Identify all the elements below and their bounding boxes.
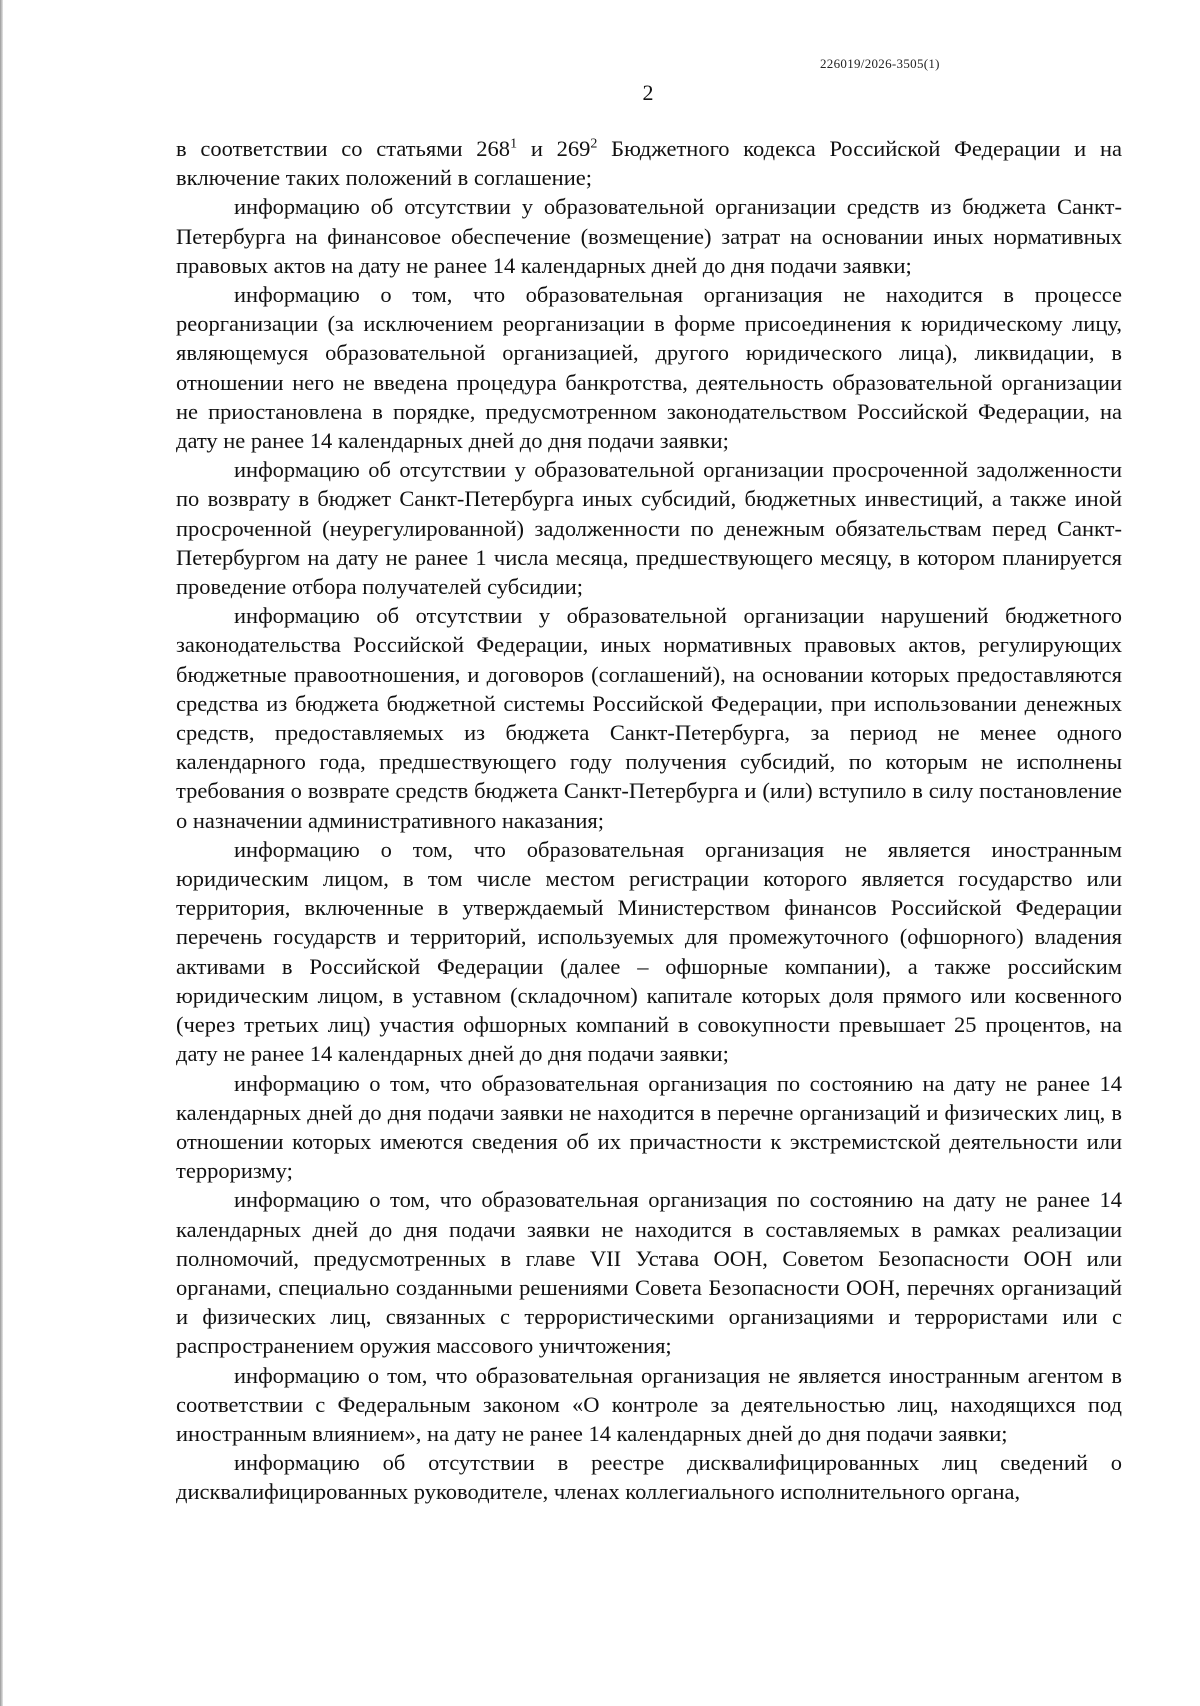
page-number: 2 — [642, 80, 654, 105]
document-id: 226019/2026-3505(1) — [820, 56, 940, 71]
article-superscript-1: 1 — [510, 136, 518, 152]
paragraph: информацию о том, что образовательная организация не является иностранным агентом в соответствии с Федеральным законом «О контроле за деятельностью лиц, находящихся под иностранным влиянием», на дату не ранее 14 календарных дней до дня подачи заявки; — [176, 1362, 1122, 1446]
paragraph: информацию об отсутствии у образовательной организации просроченной задолженности по возврату в бюджет Санкт-Петербурга иных субсидий, бюджетных инвестиций, а также иной просроченной (неурегулированной) задолженности по денежным обязательствам перед Санкт-Петербургом на дату не ранее 1 числа месяца, предшествующего месяцу, в котором планируется проведение отбора получателей субсидии; — [176, 457, 1122, 600]
paragraph: информацию о том, что образовательная организация не является иностранным юридическим лицом, в том числе местом регистрации которого является государство или территория, включенные в утверждаемый Министерством финансов Российской Федерации перечень государств и территорий, используемых для промежуточного (офшорного) владения активами в Российской Федерации (далее – офшорные компании), а также российским юридическим лицом, в уставном (складочном) капитале которых доля прямого или косвенного (через третьих лиц) участия офшорных компаний в совокупности превышает 25 процентов, на дату не ранее 14 календарных дней до дня подачи заявки; — [176, 836, 1122, 1067]
paragraph: информацию об отсутствии в реестре дисквалифицированных лиц сведений о дисквалифицированных руководителе, членах коллегиального исполнительного органа, — [176, 1450, 1122, 1505]
article-superscript-2: 2 — [590, 136, 598, 152]
intro-text-3: Бюджетного кодекса Российской Федерации и на включение таких положений в соглашение; — [176, 136, 1123, 191]
intro-text-1: в соответствии со статьями 268 — [176, 136, 511, 161]
intro-text-2: и 269 — [517, 136, 591, 161]
paragraph: информацию о том, что образовательная организация по состоянию на дату не ранее 14 календарных дней до дня подачи заявки не находится в составляемых в рамках реализации полномочий, предусмотренных в главе VII Устава ООН, Советом Безопасности ООН или органами, специально созданными решениями Совета Безопасности ООН, перечнях организаций и физических лиц, связанных с террористическими организациями и террористами или с распространением оружия массового уничтожения; — [176, 1187, 1122, 1359]
paragraph: информацию об отсутствии у образовательной организации средств из бюджета Санкт-Петербурга на финансовое обеспечение (возмещение) затрат на основании иных нормативных правовых актов на дату не ранее 14 календарных дней до дня подачи заявки; — [176, 194, 1122, 278]
body-text — [176, 134, 1122, 1507]
paragraph: информацию о том, что образовательная организация не находится в процессе реорганизации (за исключением реорганизации в форме присоединения к юридическому лицу, являющемуся образовательной организацией, другого юридического лица), ликвидации, в отношении него не введена процедура банкротства, деятельность образовательной организации не приостановлена в порядке, предусмотренном законодательством Российской Федерации, на дату не ранее 14 календарных дней до дня подачи заявки; — [176, 282, 1122, 454]
paragraph: информацию об отсутствии у образовательной организации нарушений бюджетного законодательства Российской Федерации, иных нормативных правовых актов, регулирующих бюджетные правоотношения, и договоров (соглашений), на основании которых предоставляются средства из бюджета бюджетной системы Российской Федерации, при использовании денежных средств, предоставляемых из бюджета Санкт-Петербурга, за период не менее одного календарного года, предшествующего году получения субсидий, по которым не исполнены требования о возврате средств бюджета Санкт-Петербурга и (или) вступило в силу постановление о назначении административного наказания; — [176, 603, 1122, 833]
intro-paragraph — [176, 134, 1122, 192]
scan-edge — [0, 0, 3, 1706]
paragraph: информацию о том, что образовательная организация по состоянию на дату не ранее 14 календарных дней до дня подачи заявки не находится в перечне организаций и физических лиц, в отношении которых имеются сведения об их причастности к экстремистской деятельности или терроризму; — [176, 1070, 1122, 1184]
